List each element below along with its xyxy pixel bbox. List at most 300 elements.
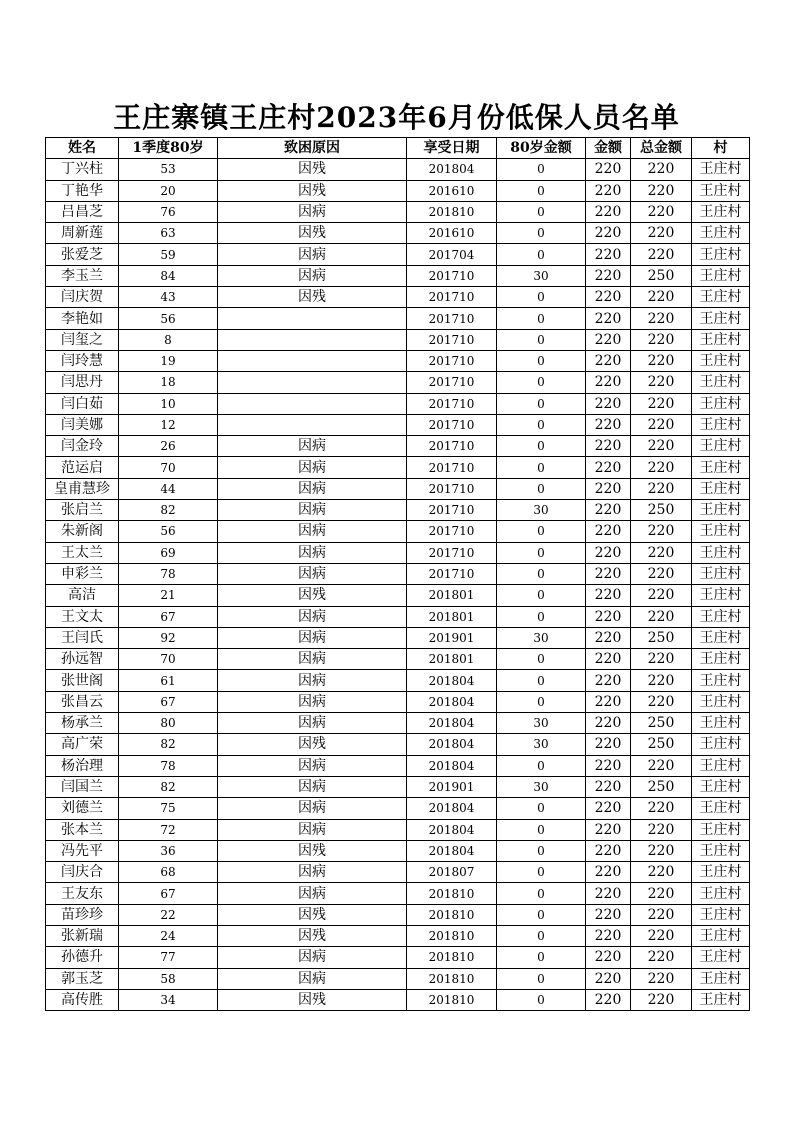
cell-village: 王庄村: [692, 500, 750, 521]
cell-bonus: 0: [497, 840, 586, 861]
cell-amount: 220: [586, 862, 631, 883]
table-row: [46, 393, 750, 414]
cell-village: 王庄村: [692, 819, 750, 840]
cell-name: 张世阁: [46, 670, 119, 691]
cell-village: 王庄村: [692, 521, 750, 542]
cell-age: 69: [119, 542, 218, 563]
cell-age: 82: [119, 776, 218, 797]
table-row: [46, 159, 750, 180]
cell-reason: 因病: [218, 776, 407, 797]
cell-reason: 因残: [218, 159, 407, 180]
table-row: [46, 521, 750, 542]
cell-age: 77: [119, 947, 218, 968]
cell-name: 张昌云: [46, 691, 119, 712]
cell-total: 220: [631, 606, 692, 627]
cell-date: 201804: [407, 840, 497, 861]
cell-amount: 220: [586, 478, 631, 499]
cell-name: 闫美娜: [46, 414, 119, 435]
table-row: [46, 457, 750, 478]
cell-name: 皇甫慧珍: [46, 478, 119, 499]
cell-date: 201901: [407, 627, 497, 648]
cell-amount: 220: [586, 649, 631, 670]
cell-village: 王庄村: [692, 670, 750, 691]
cell-date: 201710: [407, 265, 497, 286]
cell-name: 孙德升: [46, 947, 119, 968]
cell-amount: 220: [586, 329, 631, 350]
cell-bonus: 0: [497, 201, 586, 222]
cell-total: 220: [631, 436, 692, 457]
table-row: [46, 500, 750, 521]
cell-bonus: 0: [497, 393, 586, 414]
cell-village: 王庄村: [692, 989, 750, 1010]
col-header-village: 村: [692, 138, 750, 159]
table-row: [46, 925, 750, 946]
cell-total: 250: [631, 500, 692, 521]
cell-village: 王庄村: [692, 755, 750, 776]
cell-bonus: 0: [497, 521, 586, 542]
cell-total: 220: [631, 819, 692, 840]
col-header-amount: 金额: [586, 138, 631, 159]
cell-name: 苗珍珍: [46, 904, 119, 925]
cell-bonus: 0: [497, 606, 586, 627]
cell-reason: 因残: [218, 287, 407, 308]
cell-bonus: 0: [497, 755, 586, 776]
roster-table: [45, 137, 750, 1011]
cell-amount: 220: [586, 776, 631, 797]
cell-village: 王庄村: [692, 776, 750, 797]
cell-bonus: 0: [497, 542, 586, 563]
cell-date: 201710: [407, 500, 497, 521]
cell-name: 李玉兰: [46, 265, 119, 286]
cell-date: 201810: [407, 883, 497, 904]
cell-reason: 因病: [218, 968, 407, 989]
cell-age: 67: [119, 691, 218, 712]
cell-reason: 因病: [218, 265, 407, 286]
cell-amount: 220: [586, 883, 631, 904]
cell-reason: 因病: [218, 798, 407, 819]
cell-total: 220: [631, 201, 692, 222]
cell-name: 郭玉芝: [46, 968, 119, 989]
col-header-bonus: 80岁金额: [497, 138, 586, 159]
cell-name: 张爱芝: [46, 244, 119, 265]
table-row: [46, 776, 750, 797]
table-row: [46, 542, 750, 563]
cell-age: 92: [119, 627, 218, 648]
cell-reason: 因病: [218, 691, 407, 712]
cell-total: 220: [631, 840, 692, 861]
cell-amount: 220: [586, 947, 631, 968]
cell-date: 201710: [407, 542, 497, 563]
cell-village: 王庄村: [692, 414, 750, 435]
cell-date: 201901: [407, 776, 497, 797]
cell-total: 220: [631, 457, 692, 478]
cell-date: 201710: [407, 521, 497, 542]
cell-age: 22: [119, 904, 218, 925]
cell-amount: 220: [586, 585, 631, 606]
cell-age: 78: [119, 755, 218, 776]
cell-village: 王庄村: [692, 798, 750, 819]
table-row: [46, 563, 750, 584]
cell-name: 张启兰: [46, 500, 119, 521]
cell-village: 王庄村: [692, 244, 750, 265]
cell-village: 王庄村: [692, 159, 750, 180]
cell-age: 44: [119, 478, 218, 499]
cell-reason: [218, 329, 407, 350]
cell-name: 高洁: [46, 585, 119, 606]
cell-age: 24: [119, 925, 218, 946]
table-row: [46, 904, 750, 925]
cell-bonus: 0: [497, 478, 586, 499]
cell-village: 王庄村: [692, 542, 750, 563]
table-body: [46, 159, 750, 1011]
cell-bonus: 0: [497, 329, 586, 350]
cell-bonus: 0: [497, 308, 586, 329]
cell-total: 220: [631, 798, 692, 819]
cell-bonus: 0: [497, 159, 586, 180]
cell-total: 220: [631, 862, 692, 883]
cell-date: 201710: [407, 308, 497, 329]
cell-bonus: 0: [497, 436, 586, 457]
cell-bonus: 30: [497, 627, 586, 648]
cell-bonus: 0: [497, 691, 586, 712]
table-row: [46, 649, 750, 670]
cell-village: 王庄村: [692, 862, 750, 883]
cell-reason: 因病: [218, 862, 407, 883]
cell-total: 220: [631, 670, 692, 691]
cell-amount: 220: [586, 436, 631, 457]
cell-name: 申彩兰: [46, 563, 119, 584]
cell-name: 孙远智: [46, 649, 119, 670]
table-row: [46, 798, 750, 819]
cell-amount: 220: [586, 691, 631, 712]
cell-name: 闫庆贺: [46, 287, 119, 308]
cell-reason: 因病: [218, 500, 407, 521]
cell-reason: 因残: [218, 585, 407, 606]
cell-age: 56: [119, 308, 218, 329]
table-row: [46, 883, 750, 904]
cell-age: 8: [119, 329, 218, 350]
cell-date: 201810: [407, 989, 497, 1010]
cell-date: 201810: [407, 904, 497, 925]
table-row: [46, 670, 750, 691]
cell-bonus: 0: [497, 372, 586, 393]
cell-amount: 220: [586, 606, 631, 627]
cell-amount: 220: [586, 265, 631, 286]
cell-bonus: 0: [497, 862, 586, 883]
table-row: [46, 755, 750, 776]
cell-age: 58: [119, 968, 218, 989]
table-row: [46, 606, 750, 627]
cell-reason: 因病: [218, 670, 407, 691]
table-row: [46, 968, 750, 989]
cell-reason: 因病: [218, 606, 407, 627]
table-row: [46, 713, 750, 734]
table-row: [46, 840, 750, 861]
cell-name: 闫金玲: [46, 436, 119, 457]
cell-name: 张本兰: [46, 819, 119, 840]
cell-name: 朱新阁: [46, 521, 119, 542]
cell-name: 高传胜: [46, 989, 119, 1010]
cell-village: 王庄村: [692, 223, 750, 244]
cell-amount: 220: [586, 180, 631, 201]
cell-reason: 因病: [218, 713, 407, 734]
cell-date: 201710: [407, 414, 497, 435]
cell-village: 王庄村: [692, 393, 750, 414]
cell-date: 201804: [407, 734, 497, 755]
cell-reason: 因病: [218, 521, 407, 542]
cell-total: 220: [631, 372, 692, 393]
cell-village: 王庄村: [692, 883, 750, 904]
cell-age: 19: [119, 350, 218, 371]
cell-village: 王庄村: [692, 308, 750, 329]
cell-name: 王闫氏: [46, 627, 119, 648]
cell-bonus: 0: [497, 819, 586, 840]
cell-village: 王庄村: [692, 478, 750, 499]
cell-village: 王庄村: [692, 350, 750, 371]
cell-village: 王庄村: [692, 329, 750, 350]
cell-reason: [218, 393, 407, 414]
cell-age: 34: [119, 989, 218, 1010]
cell-bonus: 0: [497, 457, 586, 478]
cell-name: 刘德兰: [46, 798, 119, 819]
cell-date: 201710: [407, 329, 497, 350]
cell-village: 王庄村: [692, 563, 750, 584]
cell-amount: 220: [586, 372, 631, 393]
table-row: [46, 244, 750, 265]
cell-reason: [218, 414, 407, 435]
cell-bonus: 0: [497, 925, 586, 946]
cell-total: 220: [631, 223, 692, 244]
cell-village: 王庄村: [692, 649, 750, 670]
cell-amount: 220: [586, 457, 631, 478]
cell-bonus: 0: [497, 670, 586, 691]
cell-name: 范运启: [46, 457, 119, 478]
cell-bonus: 0: [497, 904, 586, 925]
cell-bonus: 0: [497, 244, 586, 265]
cell-date: 201804: [407, 159, 497, 180]
table-row: [46, 350, 750, 371]
cell-amount: 220: [586, 350, 631, 371]
cell-reason: 因残: [218, 223, 407, 244]
cell-date: 201610: [407, 180, 497, 201]
cell-reason: 因残: [218, 925, 407, 946]
cell-amount: 220: [586, 670, 631, 691]
cell-reason: [218, 350, 407, 371]
cell-age: 36: [119, 840, 218, 861]
cell-amount: 220: [586, 968, 631, 989]
cell-age: 10: [119, 393, 218, 414]
cell-reason: [218, 308, 407, 329]
table-row: [46, 478, 750, 499]
cell-amount: 220: [586, 414, 631, 435]
cell-amount: 220: [586, 627, 631, 648]
cell-age: 21: [119, 585, 218, 606]
cell-age: 72: [119, 819, 218, 840]
cell-age: 59: [119, 244, 218, 265]
cell-village: 王庄村: [692, 585, 750, 606]
cell-reason: 因病: [218, 947, 407, 968]
cell-amount: 220: [586, 989, 631, 1010]
cell-amount: 220: [586, 819, 631, 840]
cell-village: 王庄村: [692, 372, 750, 393]
cell-village: 王庄村: [692, 287, 750, 308]
cell-village: 王庄村: [692, 734, 750, 755]
cell-bonus: 0: [497, 947, 586, 968]
cell-date: 201710: [407, 350, 497, 371]
cell-amount: 220: [586, 542, 631, 563]
table-row: [46, 627, 750, 648]
cell-total: 220: [631, 521, 692, 542]
col-header-reason: 致困原因: [218, 138, 407, 159]
cell-village: 王庄村: [692, 968, 750, 989]
cell-name: 闫白茹: [46, 393, 119, 414]
table-row: [46, 734, 750, 755]
col-header-date: 享受日期: [407, 138, 497, 159]
cell-name: 王太兰: [46, 542, 119, 563]
cell-bonus: 0: [497, 223, 586, 244]
cell-amount: 220: [586, 308, 631, 329]
cell-age: 53: [119, 159, 218, 180]
cell-village: 王庄村: [692, 925, 750, 946]
table-row: [46, 223, 750, 244]
cell-date: 201710: [407, 372, 497, 393]
table-row: [46, 819, 750, 840]
cell-reason: 因病: [218, 649, 407, 670]
cell-village: 王庄村: [692, 627, 750, 648]
cell-total: 250: [631, 265, 692, 286]
cell-age: 12: [119, 414, 218, 435]
cell-reason: 因残: [218, 180, 407, 201]
page-title: 王庄寨镇王庄村2023年6月份低保人员名单: [113, 101, 680, 134]
cell-age: 67: [119, 606, 218, 627]
cell-village: 王庄村: [692, 436, 750, 457]
cell-village: 王庄村: [692, 713, 750, 734]
cell-name: 冯先平: [46, 840, 119, 861]
cell-total: 220: [631, 329, 692, 350]
col-header-age: 1季度80岁: [119, 138, 218, 159]
cell-date: 201710: [407, 563, 497, 584]
cell-bonus: 0: [497, 180, 586, 201]
cell-total: 220: [631, 883, 692, 904]
cell-village: 王庄村: [692, 947, 750, 968]
cell-amount: 220: [586, 713, 631, 734]
cell-reason: 因病: [218, 201, 407, 222]
cell-age: 82: [119, 500, 218, 521]
cell-reason: 因残: [218, 734, 407, 755]
cell-amount: 220: [586, 201, 631, 222]
cell-age: 67: [119, 883, 218, 904]
cell-date: 201704: [407, 244, 497, 265]
cell-reason: 因病: [218, 883, 407, 904]
cell-reason: 因病: [218, 563, 407, 584]
cell-date: 201610: [407, 223, 497, 244]
cell-village: 王庄村: [692, 265, 750, 286]
cell-total: 220: [631, 968, 692, 989]
cell-name: 王文太: [46, 606, 119, 627]
cell-bonus: 30: [497, 776, 586, 797]
cell-name: 闫庆合: [46, 862, 119, 883]
cell-amount: 220: [586, 521, 631, 542]
cell-village: 王庄村: [692, 606, 750, 627]
cell-reason: 因病: [218, 436, 407, 457]
cell-amount: 220: [586, 755, 631, 776]
cell-age: 75: [119, 798, 218, 819]
cell-total: 250: [631, 713, 692, 734]
cell-date: 201810: [407, 947, 497, 968]
cell-bonus: 0: [497, 989, 586, 1010]
cell-total: 220: [631, 393, 692, 414]
cell-date: 201710: [407, 287, 497, 308]
cell-total: 250: [631, 627, 692, 648]
cell-age: 84: [119, 265, 218, 286]
cell-age: 82: [119, 734, 218, 755]
cell-name: 张新瑞: [46, 925, 119, 946]
header-row: [46, 138, 750, 159]
cell-name: 李艳如: [46, 308, 119, 329]
cell-name: 王友东: [46, 883, 119, 904]
cell-age: 26: [119, 436, 218, 457]
cell-date: 201804: [407, 691, 497, 712]
cell-bonus: 0: [497, 883, 586, 904]
cell-amount: 220: [586, 223, 631, 244]
cell-age: 43: [119, 287, 218, 308]
cell-total: 220: [631, 478, 692, 499]
cell-date: 201801: [407, 606, 497, 627]
cell-total: 220: [631, 585, 692, 606]
table-row: [46, 308, 750, 329]
cell-bonus: 0: [497, 649, 586, 670]
cell-bonus: 30: [497, 265, 586, 286]
cell-total: 220: [631, 947, 692, 968]
cell-amount: 220: [586, 159, 631, 180]
cell-age: 76: [119, 201, 218, 222]
cell-amount: 220: [586, 904, 631, 925]
table-row: [46, 585, 750, 606]
cell-bonus: 0: [497, 350, 586, 371]
cell-bonus: 0: [497, 968, 586, 989]
cell-date: 201810: [407, 968, 497, 989]
cell-reason: 因病: [218, 627, 407, 648]
cell-name: 杨治理: [46, 755, 119, 776]
cell-amount: 220: [586, 925, 631, 946]
col-header-total: 总金额: [631, 138, 692, 159]
cell-total: 220: [631, 414, 692, 435]
cell-village: 王庄村: [692, 457, 750, 478]
cell-age: 70: [119, 649, 218, 670]
cell-total: 220: [631, 925, 692, 946]
cell-reason: 因病: [218, 755, 407, 776]
cell-age: 61: [119, 670, 218, 691]
cell-reason: 因病: [218, 478, 407, 499]
col-header-name: 姓名: [46, 138, 119, 159]
cell-village: 王庄村: [692, 840, 750, 861]
cell-total: 220: [631, 350, 692, 371]
cell-amount: 220: [586, 840, 631, 861]
cell-amount: 220: [586, 244, 631, 265]
cell-total: 220: [631, 287, 692, 308]
cell-date: 201804: [407, 798, 497, 819]
cell-bonus: 0: [497, 414, 586, 435]
cell-age: 56: [119, 521, 218, 542]
cell-date: 201804: [407, 755, 497, 776]
cell-total: 220: [631, 159, 692, 180]
table-row: [46, 265, 750, 286]
table-row: [46, 862, 750, 883]
cell-amount: 220: [586, 563, 631, 584]
cell-amount: 220: [586, 287, 631, 308]
cell-total: 220: [631, 542, 692, 563]
table-row: [46, 287, 750, 308]
